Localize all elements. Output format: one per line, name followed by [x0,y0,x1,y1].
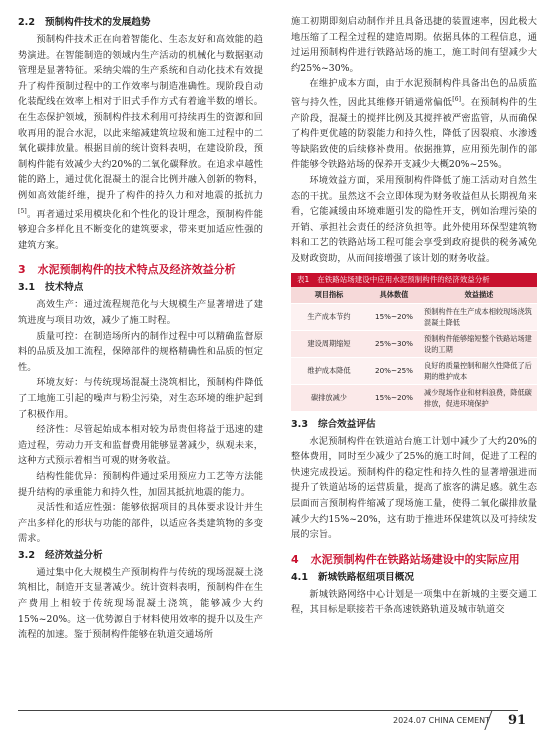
journal-issue: 2024.07 CHINA CEMENT [393,716,491,725]
footer-rule [18,710,518,711]
page-number: 91 [508,713,527,728]
paragraph: 经济性：尽管起始成本相对较为昂贵但将益于迅速的建造过程，劳动力开支和监督费用能够显著减少，纵观未来，这种方式预示着相当可观的财务收益。 [18,424,263,467]
section-3-3-heading: 3.3 综合效益评估 [291,418,376,430]
table-cell: 预制构件能够缩短整个铁路站场建设的工期 [421,330,537,357]
page-footer [0,708,554,735]
paragraph: 高效生产：通过流程规范化与大规模生产显著增进了建筑进度与项目功效，减少了施工时程。 [18,299,263,326]
section-3-2-heading: 3.2 经济效益分析 [18,549,103,561]
table-cell: 20%~25% [367,357,421,384]
paragraph: 灵活性和适应性强：能够依据项目的具体要求设计并生产出多样化的形状与功能的部件，以适应各类建筑物的多变需求。 [18,502,263,545]
paragraph: 结构性能优异：预制构件通过采用预应力工艺等方法能提升结构的承重能力和持久性，加固其抵抗地震的能力。 [18,470,263,498]
table-header-row [291,287,537,304]
table-cell: 维护成本降低 [291,357,367,384]
paragraph: 在维护成本方面，由于水泥预制构件具备出色的品质监管与持久性，因此其维修开销通常偏低[6]。在预制构件的生产阶段，混凝土的搅拌比例及其搅拌被严密监管，从而确保了构件更优越的防裂能力和持久性，降低了因裂痕、水渗透等缺陷致使的后续修补费用。依据推算，应用预先制作的部件能够令铁路站场的保养开支减少大概20%~25%。 [291,78,537,171]
table-cell: 生产成本节约 [291,303,367,330]
table-title: 表1 在铁路站场建设中应用水泥预制构件的经济效益分析 [291,273,537,287]
section-3-heading: 3 水泥预制构件的技术特点及经济效益分析 [18,263,236,277]
section-4-heading: 4 水泥预制构件在铁路站场建设中的实际应用 [291,552,520,566]
section-4-1-heading: 4.1 新城铁路枢纽项目概况 [291,571,414,583]
paragraph: 质量可控：在制造场所内的制作过程中可以精确监督原料的品质及加工流程，保障部件的规格精确性和品质的恒定性。 [18,330,263,373]
table-cell: 建设周期缩短 [291,330,367,357]
table-cell: 15%~20% [367,384,421,411]
table-header-cell: 项目指标 [291,287,367,304]
section-2-2-heading: 2.2 预制构件技术的发展趋势 [18,17,151,28]
table-cell: 15%~20% [367,303,421,330]
paragraph: 预制构件技术正在向着智能化、生态友好和高效能的趋势演进。在智能制造的领域内生产活动的机械化与数据驱动管理是显著特征。采纳尖端的生产系统和自动化技术有效提升了构件预制过程中的工作效率与制造准确性。现阶段自动化装配线在效率上相对于旧式手作方式有着逾半数的增长。在生态保护领域，预制构件技术利用可持续再生的资源和回收再用的混合水泥，以此来缩减建筑垃圾和施工过程中的二氧化碳排放量。根据目前的统计资料表明，在建设阶段，预制构件能有效减少大约20%的二氧化碳释放。在追求卓越性能的路上，通过优化混凝土的混合比例并融入创新的物料，例如高效能纤维，提升了构件的持久力和对地震的抵抗力[5]。再者通过采用模块化和个性化的设计理念，预制构件能够迎合多样化且不断变化的建筑要求，带来更加适应性强的建筑方案。 [18,34,263,251]
table-cell: 25%~30% [367,330,421,357]
paragraph: 环境友好：与传统现场混凝土浇筑相比，预制构件降低了工地施工引起的噪声与粉尘污染，对生态环境的维护起到了积极作用。 [18,377,263,420]
table-cell: 预制构件在生产成本相较现场浇筑混凝土降低 [421,303,537,330]
table-row [291,384,537,411]
paragraph: 通过集中化大规模生产预制构件与传统的现场混凝土浇筑相比，制造开支显著减少。统计资料表明，预制构件在生产费用上相较于传统现场混凝土浇筑，能够减少大约15%~20%。这一优势源自于材料使用效率的提升以及生产流程的加速。鉴于预制构件能够在轨道交通场所 [18,566,263,641]
table-row [291,357,537,384]
section-3-1-heading: 3.1 技术特点 [18,282,84,294]
table-1 [291,273,537,411]
economic-benefit-table [291,287,537,411]
table-header-cell: 效益描述 [421,287,537,304]
paragraph: 水泥预制构件在铁道站台施工计划中减少了大约20%的整体费用，同时至少减少了25%的施工时间，促进了工程的快速完成投运。预制构件的稳定性和持久性的显著增强进而提升了铁道站场的运营质量，提高了旅客的满足感。就生态层面而言预制构件缩减了现场施工量，使得二氧化碳排放量减少大约15%~20%，这有助于推进环保建筑以及可持续发展的宗旨。 [291,435,537,541]
table-header-cell: 具体数值 [367,287,421,304]
right-column [291,14,537,618]
paragraph: 环境效益方面，采用预制构件降低了施工活动对自然生态的干扰。虽然这不会立即体现为财务收益但从长期视角来看，它能减缓由环境难题引发的隐性开支，例如治理污染的开销、承担社会责任的经济负担等。此外使用环保型建筑物料和工艺的铁路站场工程可能会享受到政府提供的税务减免及财政资助，从而间接增强了该计划的财务收益。 [291,175,537,264]
table-cell: 良好的质量控制和耐久性降低了后期的维护成本 [421,357,537,384]
paragraph: 新城铁路网络中心计划是一项集中在新城的主要交通工程，其目标是联接若干条高速铁路轨道及城市轨道交 [291,588,537,616]
left-column [18,14,263,643]
table-row [291,303,537,330]
table-cell: 减少现场作业和材料浪费，降低碳排放，促进环境保护 [421,384,537,411]
paragraph: 施工初期即刻启动制作并且具备迅捷的装置速率，因此极大地压缩了工程全过程的建造周期。依据具体的工程信息，通过运用预制构件进行铁路站场的施工，施工时间有望减少大约25%~30%。 [291,16,537,74]
table-row [291,330,537,357]
table-cell: 碳排放减少 [291,384,367,411]
